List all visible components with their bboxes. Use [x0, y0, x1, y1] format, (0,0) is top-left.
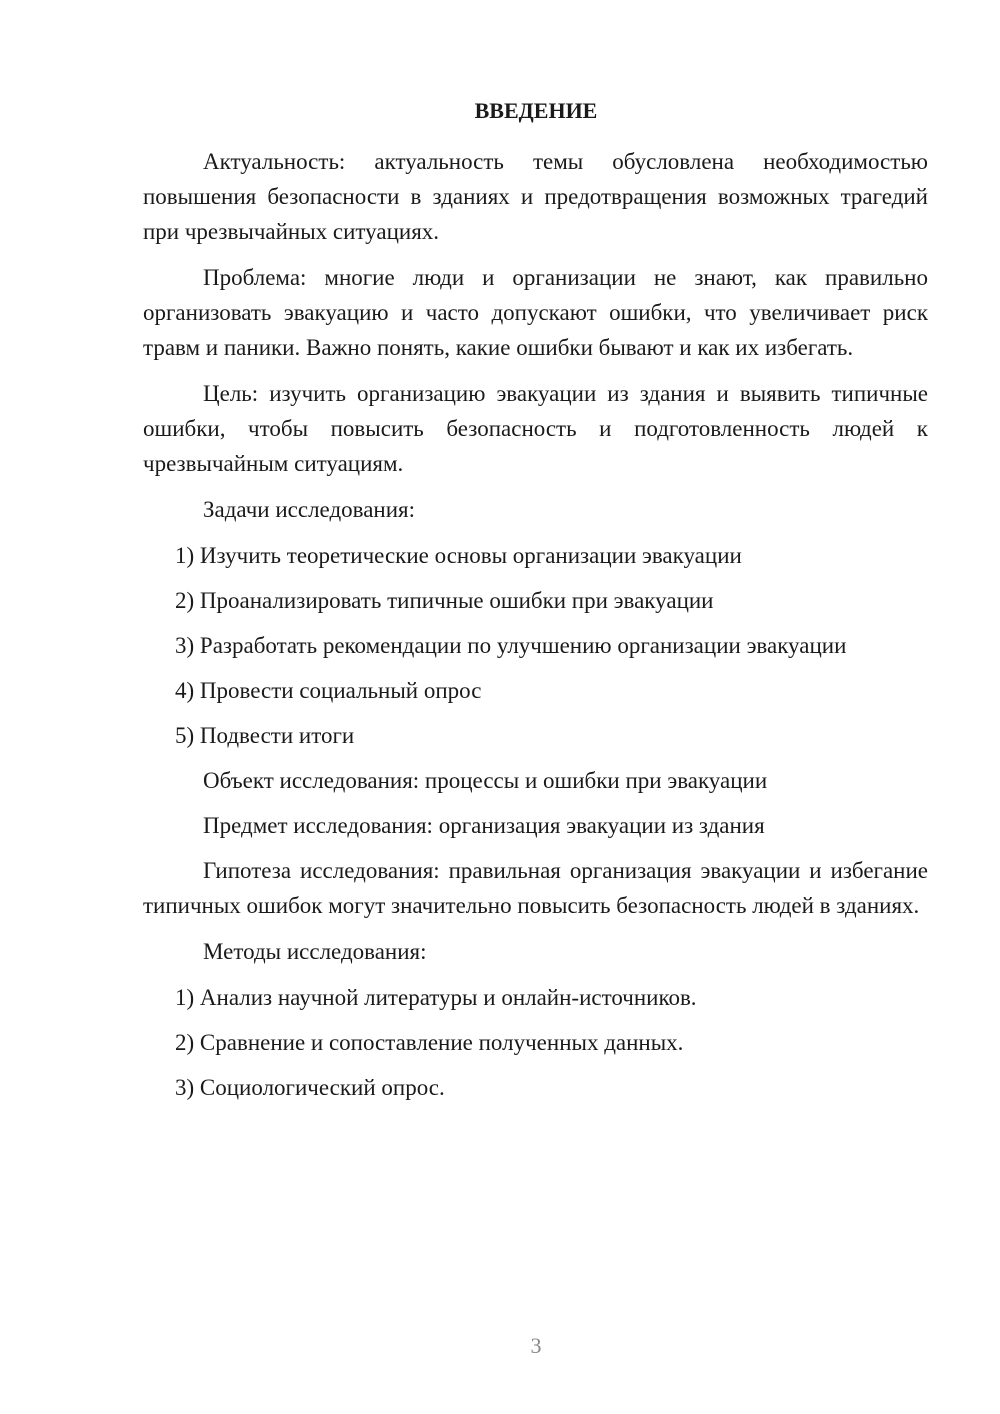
- methods-heading: Методы исследования:: [203, 939, 427, 964]
- task-item: 1) Изучить теоретические основы организации эвакуации: [175, 543, 742, 568]
- task-item: 2) Проанализировать типичные ошибки при эвакуации: [175, 588, 714, 613]
- paragraph-goal: Цель: изучить организацию эвакуации из здания и выявить типичные ошибки, чтобы повысить безопасность и подготовленность людей к чрезвычайным ситуациям.: [143, 381, 928, 476]
- paragraph-relevance: Актуальность: актуальность темы обусловлена необходимостью повышения безопасности в зданиях и предотвращения возможных трагедий при чрезвычайных ситуациях.: [143, 149, 928, 244]
- paragraph-hypothesis: Гипотеза исследования: правильная организация эвакуации и избегание типичных ошибок могут значительно повысить безопасность людей в зданиях.: [143, 858, 928, 918]
- paragraph-subject: Предмет исследования: организация эвакуации из здания: [203, 813, 765, 838]
- paragraph-problem: Проблема: многие люди и организации не знают, как правильно организовать эвакуацию и часто допускают ошибки, что увеличивает риск травм и паники. Важно понять, какие ошибки бывают и как их избегать.: [143, 265, 928, 360]
- section-title: ВВЕДЕНИЕ: [474, 98, 598, 123]
- task-item: 3) Разработать рекомендации по улучшению организации эвакуации: [175, 633, 847, 658]
- page-number: 3: [530, 1333, 542, 1358]
- task-item: 5) Подвести итоги: [175, 723, 355, 748]
- method-item: 3) Социологический опрос.: [175, 1075, 445, 1100]
- tasks-heading: Задачи исследования:: [203, 497, 416, 522]
- method-item: 1) Анализ научной литературы и онлайн-источников.: [175, 985, 697, 1010]
- method-item: 2) Сравнение и сопоставление полученных данных.: [175, 1030, 684, 1055]
- document-body: [143, 144, 928, 1115]
- paragraph-object: Объект исследования: процессы и ошибки при эвакуации: [203, 768, 768, 793]
- task-item: 4) Провести социальный опрос: [175, 678, 482, 703]
